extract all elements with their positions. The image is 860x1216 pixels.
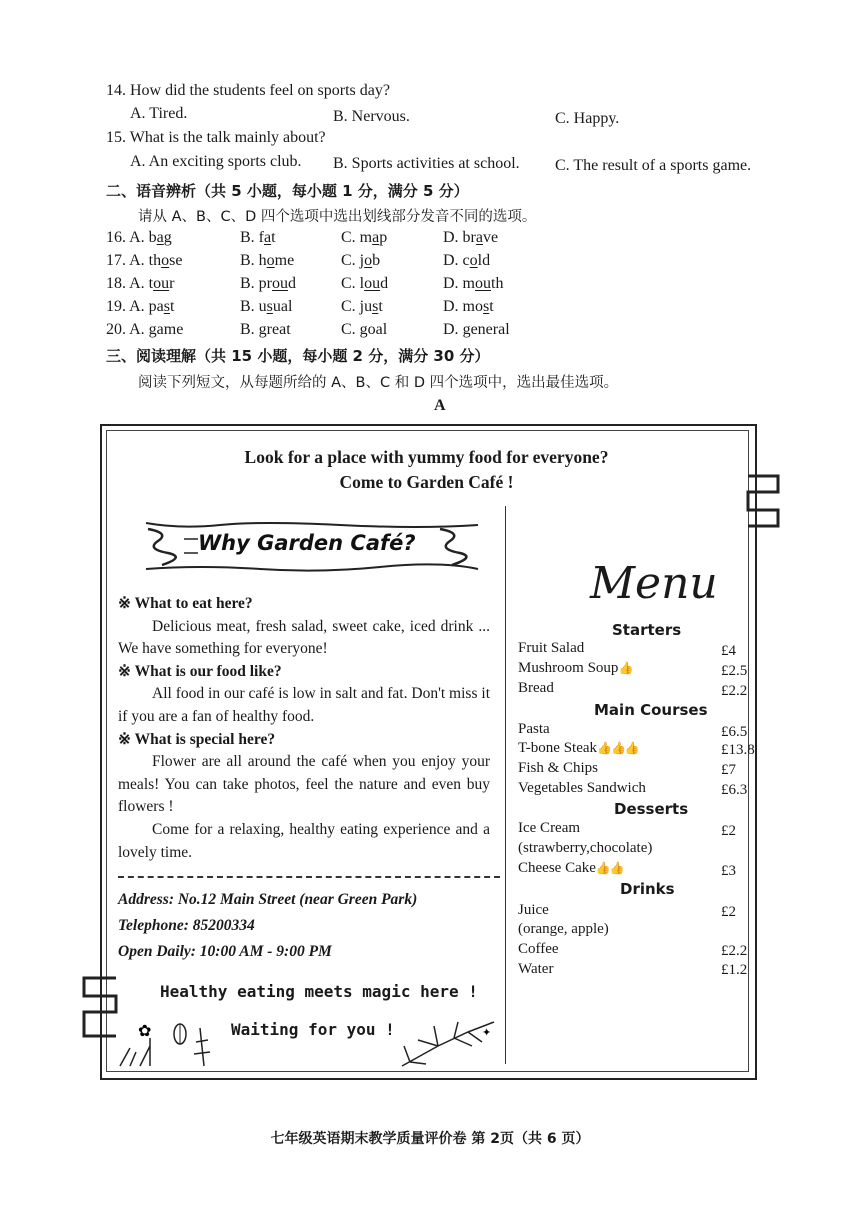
menu-item-juice: Juice bbox=[518, 902, 549, 918]
underlined-sound: s bbox=[163, 298, 171, 315]
section-2-title: 二、语音辨析（共 5 小题，每小题 1 分，满分 5 分） bbox=[106, 182, 469, 200]
q15-option-c: C. The result of a sports game. bbox=[555, 157, 752, 174]
price-juice: £2 bbox=[721, 904, 736, 920]
section-3-instruction: 阅读下列短文，从每题所给的 A、B、C 和 D 四个选项中，选出最佳选项。 bbox=[138, 375, 619, 391]
q14-option-b: B. Nervous. bbox=[333, 108, 410, 125]
section-heading-what-to-eat: ※ What to eat here? bbox=[118, 595, 253, 612]
mushroom-soup-label: Mushroom Soup bbox=[518, 660, 619, 676]
slogan-magic: Healthy eating meets magic here ! bbox=[160, 982, 478, 1001]
menu-item-fruit-salad: Fruit Salad bbox=[518, 640, 585, 656]
underlined-sound: ou bbox=[153, 275, 170, 292]
price-bread: £2.2 bbox=[721, 683, 748, 699]
q14-option-a: A. Tired. bbox=[130, 105, 188, 122]
thumbs-up-icon: 👍👍👍 bbox=[597, 741, 639, 755]
ice-cream-flavours: (strawberry,chocolate) bbox=[518, 840, 653, 856]
telephone: Telephone: 85200334 bbox=[118, 917, 255, 934]
section-text-what-to-eat: Delicious meat, fresh salad, sweet cake, iced drink ... We have something for everyone! bbox=[118, 617, 490, 658]
phonics-option: B. fat bbox=[240, 229, 276, 246]
dashed-divider bbox=[118, 876, 500, 878]
menu-item-ice-cream: Ice Cream bbox=[518, 820, 581, 836]
underlined-sound: a bbox=[475, 229, 483, 246]
cheese-cake-label: Cheese Cake bbox=[518, 860, 596, 876]
section-2-instruction: 请从 A、B、C、D 四个选项中选出划线部分发音不同的选项。 bbox=[138, 209, 537, 225]
address: Address: No.12 Main Street (near Green Park) bbox=[118, 891, 418, 908]
phonics-option: 20. A. game bbox=[106, 321, 184, 338]
ad-left-content bbox=[118, 593, 490, 864]
q15-option-b: B. Sports activities at school. bbox=[333, 155, 520, 172]
juice-flavours: (orange, apple) bbox=[518, 921, 609, 937]
underlined-sound: a bbox=[156, 229, 164, 246]
section-text-special: Flower are all around the café when you enjoy your meals! You can take photos, feel the nature and even buy flowers ! bbox=[118, 753, 490, 816]
question-15: 15. What is the talk mainly about? bbox=[106, 129, 326, 146]
phonics-option: C. goal bbox=[341, 321, 388, 338]
menu-item-veg-sandwich: Vegetables Sandwich bbox=[518, 780, 646, 796]
menu-item-coffee: Coffee bbox=[518, 941, 559, 957]
section-3-title: 三、阅读理解（共 15 小题，每小题 2 分，满分 30 分） bbox=[106, 347, 490, 365]
underlined-sound: o bbox=[364, 252, 373, 269]
underlined-sound: g bbox=[359, 321, 368, 338]
menu-title: Menu bbox=[590, 558, 718, 609]
section-heading-special: ※ What is special here? bbox=[118, 730, 276, 748]
phonics-option: 19. A. past bbox=[106, 298, 175, 315]
phonics-option: B. proud bbox=[240, 275, 296, 292]
phonics-option: D. mouth bbox=[443, 275, 504, 292]
phonics-option: D. cold bbox=[443, 252, 491, 269]
menu-heading-starters: Starters bbox=[612, 621, 682, 639]
why-banner bbox=[140, 519, 485, 574]
price-fish-chips: £7 bbox=[721, 762, 736, 778]
flower-doodle-icon bbox=[110, 1018, 220, 1070]
opening-hours: Open Daily: 10:00 AM - 9:00 PM bbox=[118, 943, 332, 960]
price-cheese-cake: £3 bbox=[721, 863, 736, 879]
phonics-option: 18. A. tour bbox=[106, 275, 175, 292]
price-tbone-steak: £13.8 bbox=[721, 742, 755, 758]
menu-heading-desserts: Desserts bbox=[614, 800, 689, 818]
phonics-option: C. loud bbox=[341, 275, 389, 292]
price-ice-cream: £2 bbox=[721, 823, 736, 839]
underlined-sound: g bbox=[148, 321, 157, 338]
why-title: Why Garden Café? bbox=[198, 531, 416, 555]
section-heading-food-like: ※ What is our food like? bbox=[118, 662, 282, 680]
thumbs-up-icon: 👍 bbox=[618, 661, 633, 675]
closing-text: Come for a relaxing, healthy eating experience and a lovely time. bbox=[118, 820, 490, 861]
svg-text:✿: ✿ bbox=[138, 1021, 152, 1040]
ad-headline-2: Come to Garden Café ! bbox=[339, 472, 514, 492]
underlined-sound: s bbox=[266, 298, 273, 315]
underlined-sound: g bbox=[462, 321, 471, 338]
underlined-sound: a bbox=[372, 229, 380, 246]
menu-item-pasta: Pasta bbox=[518, 721, 550, 737]
phonics-option: B. home bbox=[240, 252, 295, 269]
phonics-option: B. great bbox=[240, 321, 291, 338]
section-text-food-like: All food in our café is low in salt and fat. Don't miss it if you are a fan of healthy food. bbox=[118, 685, 490, 725]
phonics-option: D. most bbox=[443, 298, 494, 315]
price-pasta: £6.5 bbox=[721, 724, 748, 740]
underlined-sound: s bbox=[372, 298, 379, 315]
underlined-sound: s bbox=[483, 298, 490, 315]
menu-item-bread: Bread bbox=[518, 680, 554, 696]
underlined-sound: o bbox=[161, 252, 170, 269]
branch-doodle-icon bbox=[398, 1016, 500, 1070]
underlined-sound: ou bbox=[364, 275, 381, 292]
page-footer: 七年级英语期末教学质量评价卷 第 2页（共 6 页） bbox=[270, 1131, 590, 1147]
phonics-option: 17. A. those bbox=[106, 252, 183, 269]
menu-item-water: Water bbox=[518, 961, 554, 977]
menu-item-tbone-steak bbox=[518, 740, 639, 757]
menu-heading-drinks: Drinks bbox=[620, 880, 675, 898]
phonics-option: B. usual bbox=[240, 298, 293, 315]
phonics-option: C. job bbox=[341, 252, 381, 269]
price-coffee: £2.2 bbox=[721, 943, 748, 959]
question-14: 14. How did the students feel on sports day? bbox=[106, 82, 390, 99]
underlined-sound: a bbox=[264, 229, 272, 246]
phonics-option: D. general bbox=[443, 321, 510, 338]
passage-label: A bbox=[434, 397, 446, 414]
phonics-option: C. just bbox=[341, 298, 383, 315]
ad-headline-1: Look for a place with yummy food for everyone? bbox=[244, 447, 609, 467]
price-mushroom-soup: £2.5 bbox=[721, 663, 748, 679]
menu-item-mushroom-soup bbox=[518, 660, 632, 677]
menu-item-fish-chips: Fish & Chips bbox=[518, 760, 599, 776]
q15-option-a: A. An exciting sports club. bbox=[130, 153, 302, 170]
underlined-sound: g bbox=[258, 321, 267, 338]
phonics-option: D. brave bbox=[443, 229, 499, 246]
tbone-label: T-bone Steak bbox=[518, 740, 598, 756]
column-divider bbox=[505, 506, 506, 1064]
phonics-option: C. map bbox=[341, 229, 388, 246]
slogan-waiting: Waiting for you ! bbox=[231, 1020, 395, 1039]
q14-option-c: C. Happy. bbox=[555, 110, 620, 127]
underlined-sound: o bbox=[469, 252, 478, 269]
price-water: £1.2 bbox=[721, 962, 748, 978]
menu-heading-main-courses: Main Courses bbox=[594, 701, 708, 719]
underlined-sound: ou bbox=[272, 275, 288, 292]
svg-text:✦: ✦ bbox=[482, 1026, 492, 1039]
price-fruit-salad: £4 bbox=[721, 643, 736, 659]
phonics-option: 16. A. bag bbox=[106, 229, 172, 246]
underlined-sound: ou bbox=[475, 275, 491, 292]
price-veg-sandwich: £6.3 bbox=[721, 782, 748, 798]
thumbs-up-icon: 👍👍 bbox=[595, 861, 624, 875]
menu-item-cheese-cake bbox=[518, 860, 624, 877]
underlined-sound: o bbox=[266, 252, 275, 269]
